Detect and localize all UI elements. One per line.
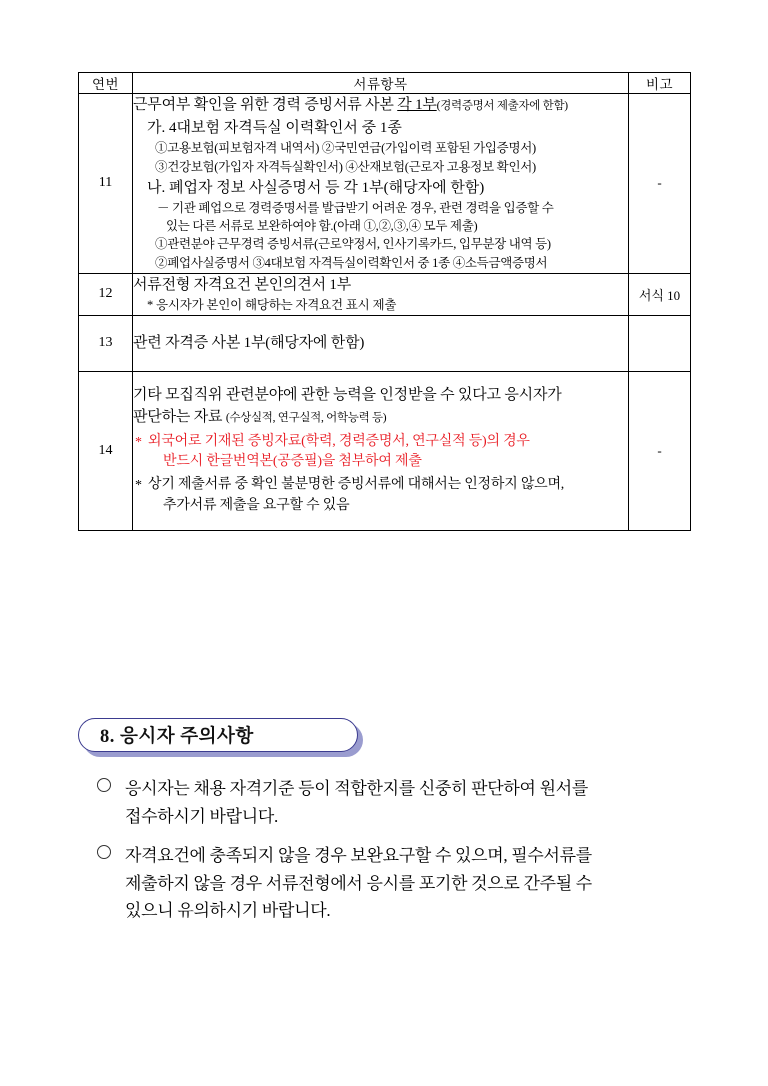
notice-1-l1: 응시자는 채용 자격기준 등이 적합한지를 신중히 판단하여 원서를 <box>125 779 588 798</box>
table-row <box>79 316 691 372</box>
header-item: 서류항목 <box>133 73 629 94</box>
table-row <box>79 94 691 274</box>
row-note: - <box>629 94 691 274</box>
row14-title-l2-small: (수상실적, 연구실적, 어학능력 등) <box>225 412 387 424</box>
row-no: 11 <box>79 94 133 274</box>
row-item <box>133 273 629 315</box>
section-heading-label: 8. 응시자 주의사항 <box>100 727 254 747</box>
row-note <box>629 316 691 372</box>
documents-table <box>78 72 691 531</box>
row14-b1-l2: 반드시 한글번역본(공증필)을 첨부하여 제출 <box>163 454 422 470</box>
row11-line-na-dash2: 있는 다른 서류로 보완하여야 함.(아래 ①,②,③,④ 모두 제출) <box>166 219 478 234</box>
section-heading <box>78 718 363 756</box>
table-header-row <box>79 73 691 94</box>
notice-item <box>95 842 715 925</box>
notice-2-l2: 제출하지 않을 경우 서류전형에서 응시를 포기한 것으로 간주될 수 <box>125 873 592 893</box>
row12-star: * 응시자가 본인이 해당하는 자격요건 표시 제출 <box>147 298 397 313</box>
row11-line-na-dash1: － 기관 폐업으로 경력증명서를 발급받기 어려운 경우, 관련 경력을 입증할 수 <box>157 201 554 215</box>
row-item <box>133 316 629 372</box>
row13-title: 관련 자격증 사본 1부(해당자에 한함) <box>133 335 365 351</box>
row14-b2-l1: 상기 제출서류 중 확인 불분명한 증빙서류에 대해서는 인정하지 않으며, <box>148 477 565 493</box>
table-row <box>79 371 691 530</box>
notice-list <box>95 775 715 937</box>
row14-b2-l2: 추가서류 제출을 요구할 수 있음 <box>163 497 350 513</box>
row-no: 12 <box>79 273 133 315</box>
row11-line-ga: 가. 4대보험 자격득실 이력확인서 중 1종 <box>147 119 402 136</box>
row-item <box>133 371 629 530</box>
row11-line-na-sub2: ②폐업사실증명서 ③4대보험 자격득실이력확인서 중 1종 ④소득금액증명서 <box>155 256 548 270</box>
row11-line-ga-sub1: ①고용보험(피보험자격 내역서) ②국민연금(가입이력 포함된 가입증명서) <box>155 141 536 155</box>
row-no: 14 <box>79 371 133 530</box>
row-no: 13 <box>79 316 133 372</box>
header-note: 비고 <box>629 73 691 94</box>
notice-item <box>95 775 715 830</box>
notice-2-l1: 자격요건에 충족되지 않을 경우 보완요구할 수 있으며, 필수서류를 <box>125 846 592 866</box>
circle-bullet-icon <box>97 778 111 792</box>
row11-line-ga-sub2: ③건강보험(가입자 자격득실확인서) ④산재보험(근로자 고용정보 확인서) <box>155 159 536 174</box>
row11-title-underline: 각 1부 <box>397 97 437 113</box>
row12-title: 서류전형 자격요건 본인의견서 1부 <box>133 276 352 293</box>
row11-line-na-sub1: ①관련분야 근무경력 증빙서류(근로약정서, 인사기록카드, 입무분장 내역 등) <box>155 237 551 252</box>
row11-title-main: 근무여부 확인을 위한 경력 증빙서류 사본 <box>133 97 398 113</box>
row11-title-paren: (경력증명서 제출자에 한함) <box>436 100 568 112</box>
row-note: 서식 10 <box>629 273 691 315</box>
row14-b1-l1: 외국어로 기재된 증빙자료(학력, 경력증명서, 연구실적 등)의 경우 <box>148 433 530 449</box>
row14-bullets <box>133 432 628 516</box>
notice-2-l3: 있으니 유의하시기 바랍니다. <box>125 901 331 921</box>
list-item <box>133 475 628 516</box>
list-item <box>133 432 628 473</box>
header-no: 연번 <box>79 73 133 94</box>
row-item <box>133 94 629 274</box>
row-note: - <box>629 371 691 530</box>
row14-title-l2 <box>133 406 628 429</box>
row11-title <box>133 94 628 117</box>
table-row <box>79 273 691 315</box>
circle-bullet-icon <box>97 845 111 859</box>
row14-title-l2-main: 판단하는 자료 <box>133 409 226 425</box>
notice-1-l2: 접수하시기 바랍니다. <box>125 806 278 826</box>
row14-title-l1: 기타 모집직위 관련분야에 관한 능력을 인정받을 수 있다고 응시자가 <box>133 386 562 403</box>
row11-line-na: 나. 폐업자 정보 사실증명서 등 각 1부(해당자에 한함) <box>147 179 485 196</box>
